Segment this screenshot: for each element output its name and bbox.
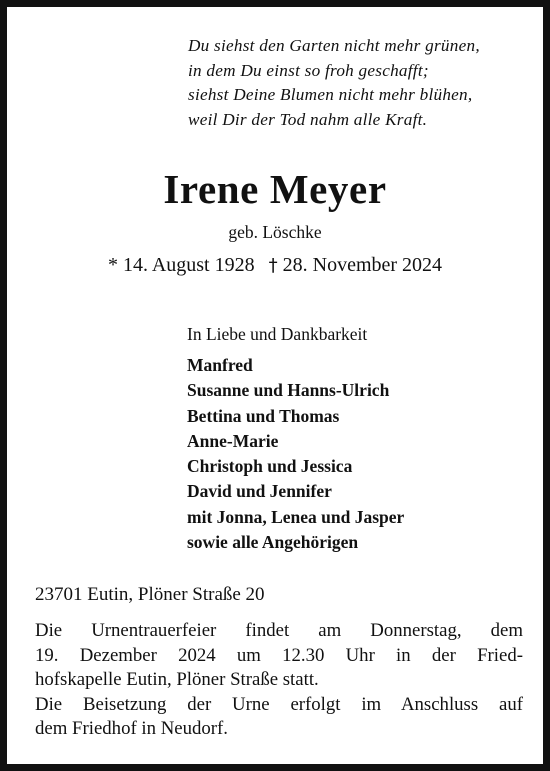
funeral-service-info [35,619,523,742]
memorial-poem [188,34,533,132]
life-dates [7,251,543,280]
service-line: dem Friedhof in Neudorf. [35,718,228,740]
mourners-intro: In Liebe und Dankbarkeit [187,324,368,344]
mourner-name: sowie alle Angehörigen [187,532,359,553]
service-line: hofskapelle Eutin, Plöner Straße statt. [35,669,319,691]
mourner-name: David und Jennifer [187,481,332,502]
mourners-section [187,319,527,555]
mourner-name: Anne-Marie [187,430,279,451]
service-line: 19. Dezember 2024 um 12.30 Uhr in der Fried- [35,644,523,666]
family-address: 23701 Eutin, Plöner Straße 20 [35,584,265,605]
deceased-name: Irene Meyer [163,166,387,212]
cross-icon: † [268,255,278,276]
mourner-name: Manfred [187,355,253,375]
death-date: 28. November 2024 [282,254,443,276]
mourner-name: Susanne und Hanns-Ulrich [187,380,390,401]
birth-name: geb. Löschke [228,222,322,242]
service-line: Die Urnentrauerfeier findet am Donnerstag, dem [35,620,523,641]
birth-date: * 14. August 1928 [107,254,255,276]
mourners-list [187,353,527,555]
mourner-name: mit Jonna, Lenea und Jasper [187,506,405,527]
poem-line: Du siehst den Garten nicht mehr grünen, [188,36,480,55]
service-line: Die Beisetzung der Urne erfolgt im Anschluss auf [35,693,523,715]
poem-line: weil Dir der Tod nahm alle Kraft. [188,109,428,129]
poem-line: siehst Deine Blumen nicht mehr blühen, [188,85,473,105]
mourner-name: Christoph und Jessica [187,456,353,477]
poem-line: in dem Du einst so froh geschafft; [188,60,429,80]
mourner-name: Bettina und Thomas [187,405,340,426]
